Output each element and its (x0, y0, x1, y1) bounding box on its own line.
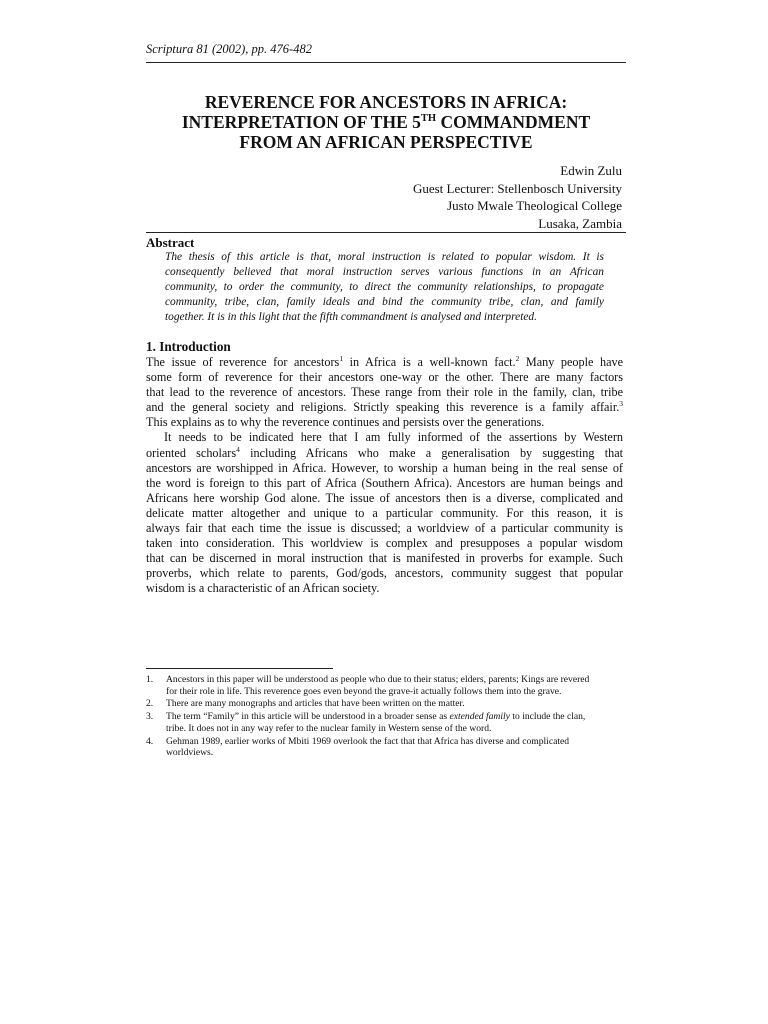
title-line-2 (146, 112, 626, 132)
footnote-ref-4[interactable]: 4 (236, 444, 240, 454)
footnote-ref-3[interactable]: 3 (619, 399, 623, 409)
paragraph-line: wisdom is a characteristic of an African society. (146, 581, 380, 596)
footnote-3 (146, 711, 623, 734)
paragraph-line: the word is foreign to this part of Africa (Southern Africa). Ancestors are human beings and (146, 475, 623, 490)
abstract-body (165, 250, 604, 325)
article-title (146, 92, 626, 152)
abstract-rule (146, 232, 626, 233)
footnote-line: worldviews. (166, 747, 214, 759)
footnote-number: 3. (146, 711, 154, 723)
abstract-line: The thesis of this article is that, moral instruction is related to popular wisdom. It is (165, 251, 604, 263)
footnote-number: 1. (146, 674, 154, 685)
text-run: The term “Family” in this article will be understood in a broader sense as (166, 711, 450, 723)
paragraph-line: some form of reverence for their ancestors one-way or the other. There are many factors (146, 370, 623, 385)
author-name: Edwin Zulu (560, 163, 622, 178)
footnote-4 (146, 736, 623, 759)
author-institution: Justo Mwale Theological College (447, 198, 622, 214)
paragraph-line (146, 400, 623, 415)
paragraph-line: Africans here worship God alone. The issue of ancestors then is a diverse, complicated and (146, 490, 623, 505)
paragraph-line: proverbs, which relate to parents, God/gods, ancestors, community suggest that popular (146, 566, 623, 581)
paragraph-line: that lead to the reverence of ancestors. These range from their role in the family, clan, tribe (146, 385, 623, 400)
footnotes (146, 674, 623, 760)
paragraph-line: This explains as to why the reverence continues and persists over the generations. (146, 415, 545, 430)
running-head: Scriptura 81 (2002), pp. 476-482 (146, 42, 312, 56)
footnote-ref-2[interactable]: 2 (515, 354, 520, 363)
paragraph-line: taken into consideration. This worldview is complex and presupposes a popular wisdom (146, 536, 623, 551)
text-run: to include the clan, (509, 711, 586, 723)
footnote-ref-1[interactable]: 1 (339, 354, 344, 363)
title-line-2-tail: COMMANDMENT (436, 112, 591, 132)
author-block (146, 162, 622, 232)
footnote-2 (146, 698, 623, 710)
abstract-line: together. It is in this light that the fifth commandment is analysed and interpreted. (165, 311, 537, 324)
paragraph-line: ancestors are worshipped in Africa. However, to worship a human being in the real sense of (146, 460, 623, 475)
body-text (146, 355, 623, 597)
footnote-number: 4. (146, 735, 154, 747)
abstract-line: community, tribe, clan, family ideals and bind the community tribe, clan, and family (165, 296, 604, 309)
title-superscript: TH (420, 113, 437, 124)
footnote-line: There are many monographs and articles that have been written on the matter. (166, 698, 465, 710)
paragraph-line: always fair that each time the issue is discussed; a worldview of a particular community is (146, 521, 623, 536)
text-run: Many people have (519, 355, 623, 369)
text-run: in Africa is a well-known fact. (343, 355, 516, 369)
footnote-number: 2. (146, 698, 154, 710)
paragraph-line (146, 355, 623, 370)
emphasis-text: extended family (449, 711, 510, 723)
author-position: Guest Lecturer: Stellenbosch University (412, 180, 622, 196)
paragraph-line: delicate matter altogether and unique to a particular community. For this reason, it is (146, 505, 623, 520)
paragraph-line: that can be discerned in moral instruction that is manifested in proverbs for example. Such (146, 551, 623, 566)
footnote-line: for their role in life. This reverence goes even beyond the grave-it actually follows them into the grave. (166, 685, 562, 697)
section-heading: 1. Introduction (146, 339, 231, 354)
paragraph-line: It needs to be indicated here that I am fully informed of the assertions by Western (164, 430, 623, 445)
footnote-line: tribe. It does not in any way refer to the nuclear family in Western sense of the word. (166, 722, 492, 734)
footnote-line: Ancestors in this paper will be understood as people who due to their status; elders, parents; Kings are revered (166, 674, 590, 685)
text-run: including Africans who make a generalisation by suggesting that (239, 445, 623, 460)
abstract-heading: Abstract (146, 235, 195, 250)
footnote-rule (146, 668, 333, 669)
footnote-line (166, 711, 623, 723)
footnote-line: Gehman 1989, earlier works of Mbiti 1969 overlook the fact that that Africa has diverse and complicated (166, 735, 570, 747)
abstract-line: consequently believed that moral instruction serves various functions in an African (165, 266, 604, 279)
footnote-1 (146, 674, 623, 697)
text-run: oriented scholars (146, 445, 237, 460)
title-line-3: FROM AN AFRICAN PERSPECTIVE (239, 132, 533, 152)
text-run: The issue of reverence for ancestors (146, 355, 340, 369)
abstract-line: community, to order the community, to direct the community relationships, to propagate (165, 281, 604, 294)
title-line-1: REVERENCE FOR ANCESTORS IN AFRICA: (204, 92, 568, 112)
header-rule (146, 62, 626, 63)
text-run: and the general society and religions. Strictly speaking this reverence is a family affair. (146, 400, 620, 415)
paragraph-line (146, 446, 623, 461)
author-location: Lusaka, Zambia (538, 215, 622, 231)
title-line-2-text: INTERPRETATION OF THE 5 (181, 112, 421, 132)
